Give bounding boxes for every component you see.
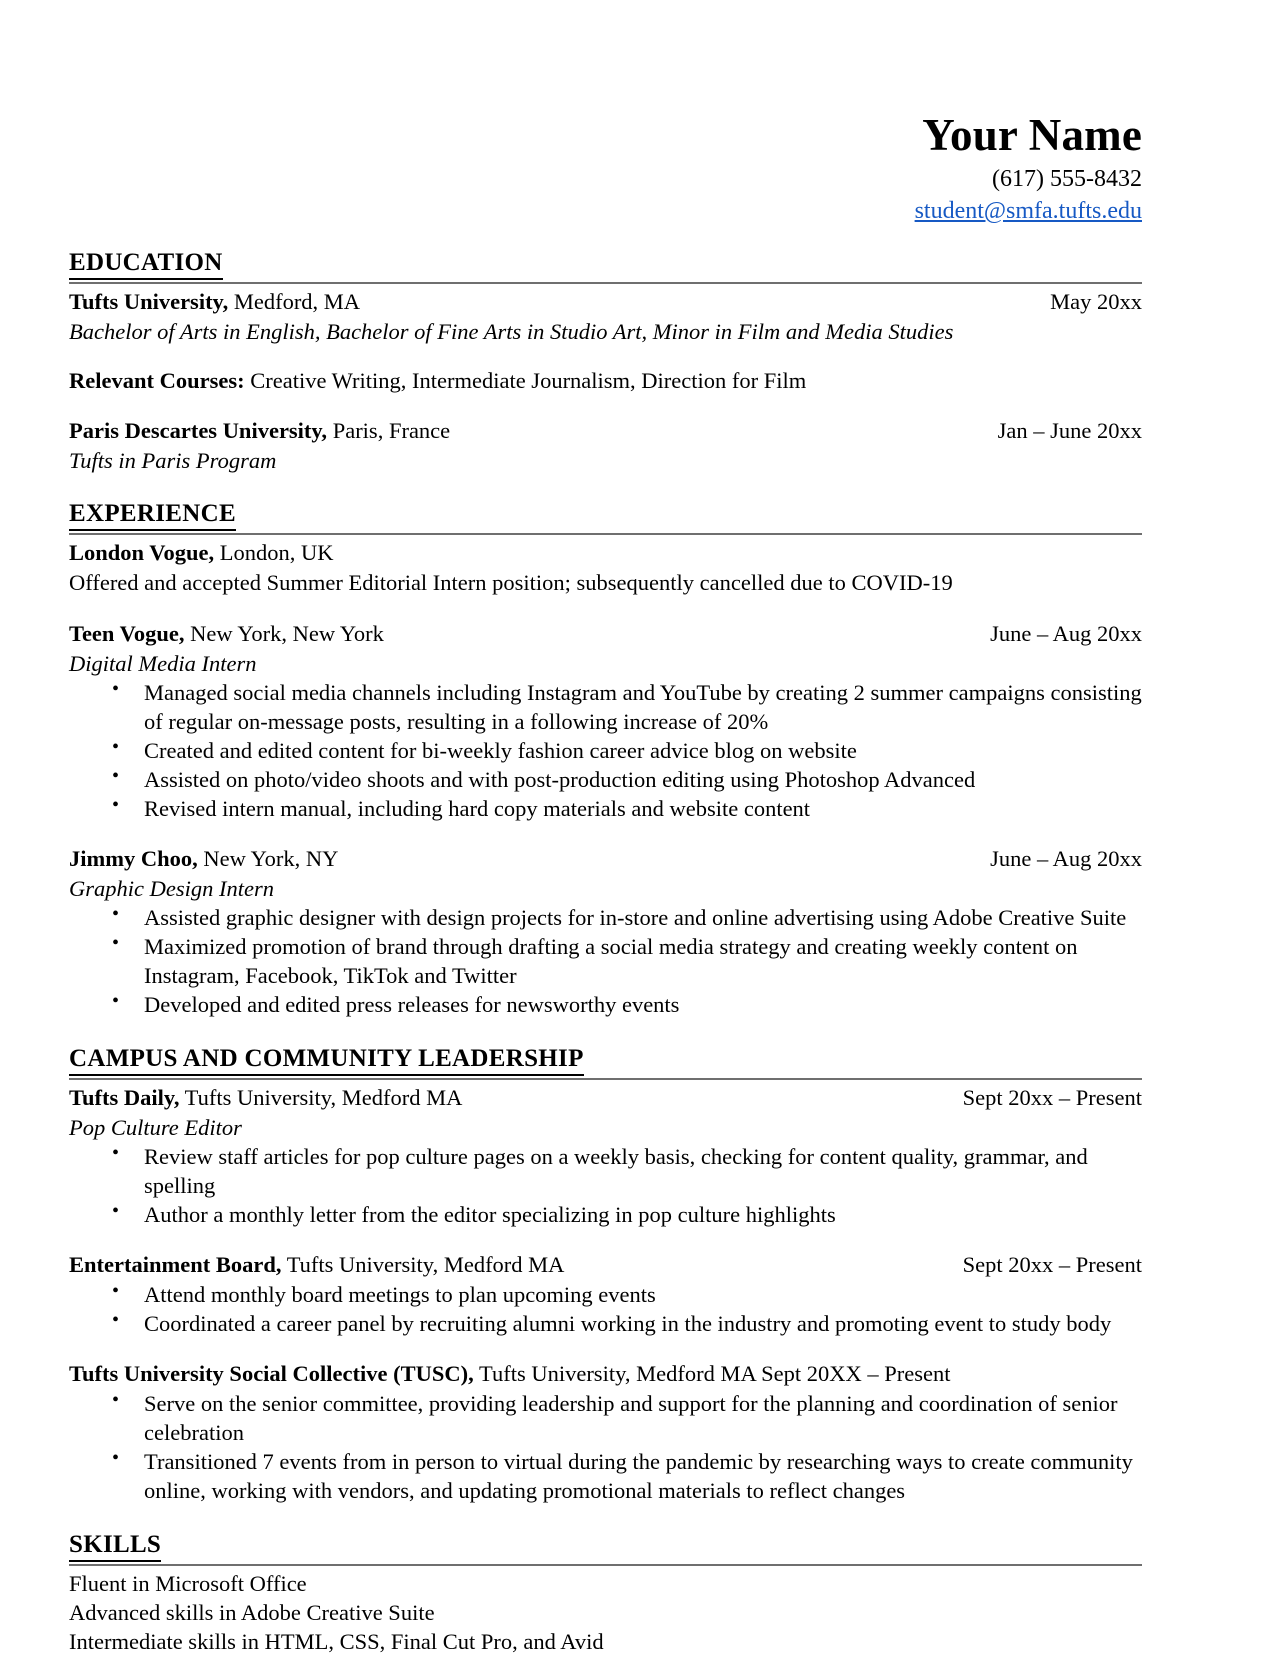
entry-organization-location: Tufts University, Medford MA Sept 20XX – Present — [473, 1361, 951, 1387]
entry-header-row — [69, 287, 1142, 317]
entry-job-title: Graphic Design Intern — [69, 875, 274, 901]
entry-organization-name: Tufts University Social Collective (TUSC), — [69, 1361, 474, 1387]
entry-program: Tufts in Paris Program — [69, 447, 277, 473]
entry-organization — [69, 416, 982, 446]
entry-date: Sept 20xx – Present — [962, 1085, 1142, 1111]
section-education — [69, 249, 1142, 475]
list-item: • Maximized promotion of brand through drafting a social media strategy and creating weekly content on Instagram, Facebook, TikTok and Twitter — [69, 932, 1142, 990]
section-heading-skills: SKILLS — [69, 1531, 161, 1562]
entry-organization — [69, 619, 974, 649]
entry-organization-location: New York, New York — [184, 620, 384, 646]
leadership-entry-tusc — [69, 1359, 1142, 1505]
entry-bullet-list — [69, 678, 1142, 823]
skills-line: Intermediate skills in HTML, CSS, Final Cut Pro, and Avid — [69, 1629, 604, 1655]
entry-organization-name: Entertainment Board, — [69, 1252, 282, 1278]
entry-bullet-list — [69, 903, 1142, 1019]
experience-entry-london-vogue — [69, 538, 1142, 598]
entry-organization-name: London Vogue, — [69, 539, 215, 565]
list-item: • Assisted graphic designer with design projects for in-store and online advertising using Adobe Creative Suite — [69, 903, 1142, 932]
entry-organization-name: Tufts University, — [69, 288, 229, 314]
entry-date: Jan – June 20xx — [997, 417, 1142, 443]
resume-header — [69, 0, 1142, 227]
leadership-entry-entertainment-board — [69, 1250, 1142, 1338]
section-divider — [69, 533, 1142, 535]
entry-bullet-list — [69, 1142, 1142, 1229]
entry-note: Offered and accepted Summer Editorial Intern position; subsequently cancelled due to COVID-19 — [69, 569, 953, 595]
entry-organization — [69, 1359, 1126, 1389]
list-item: • Attend monthly board meetings to plan upcoming events — [69, 1280, 1142, 1309]
relevant-courses-line — [69, 366, 1142, 396]
entry-header-row — [69, 844, 1142, 874]
list-item: • Review staff articles for pop culture pages on a weekly basis, checking for content quality, grammar, and spelling — [69, 1142, 1142, 1200]
entry-organization-name: Tufts Daily, — [69, 1085, 180, 1111]
entry-header-row — [69, 619, 1142, 649]
entry-header-row — [69, 538, 1142, 568]
entry-organization-location: New York, NY — [197, 846, 339, 871]
skills-line: Advanced skills in Adobe Creative Suite — [69, 1600, 435, 1626]
entry-date: June – Aug 20xx — [990, 620, 1142, 646]
experience-entry-teen-vogue — [69, 619, 1142, 823]
education-entry-paris — [69, 416, 1142, 475]
section-leadership — [69, 1045, 1142, 1505]
experience-entry-jimmy-choo — [69, 844, 1142, 1019]
section-skills — [69, 1531, 1142, 1656]
section-divider — [69, 282, 1142, 284]
list-item: • Serve on the senior committee, providing leadership and support for the planning and coordination of senior celebration — [69, 1389, 1142, 1447]
list-item: • Assisted on photo/video shoots and with post-production editing using Photoshop Advanced — [69, 765, 1142, 794]
list-item: • Transitioned 7 events from in person to virtual during the pandemic by researching ways to create community online, working with vendors, and updating promotional materials to reflect changes — [69, 1447, 1142, 1505]
section-divider — [69, 1078, 1142, 1080]
section-heading-education: EDUCATION — [69, 249, 223, 280]
list-item: • Author a monthly letter from the editor specializing in pop culture highlights — [69, 1200, 1142, 1229]
entry-organization-location: Paris, France — [327, 417, 451, 443]
page-title: Your Name — [922, 110, 1142, 160]
list-item: • Managed social media channels including Instagram and YouTube by creating 2 summer campaigns consisting of regular on-message posts, resulting in a following increase of 20% — [69, 678, 1142, 736]
list-item: • Revised intern manual, including hard copy materials and website content — [69, 794, 1142, 823]
entry-header-row — [69, 1250, 1142, 1280]
entry-date: Sept 20xx – Present — [962, 1252, 1142, 1278]
section-heading-experience: EXPERIENCE — [69, 500, 236, 531]
entry-organization — [69, 538, 1126, 568]
entry-organization — [69, 1250, 947, 1280]
entry-organization-name: Paris Descartes University, — [69, 417, 328, 443]
entry-job-title: Digital Media Intern — [69, 650, 257, 676]
entry-organization-name: Jimmy Choo, — [69, 846, 198, 871]
section-divider — [69, 1564, 1142, 1566]
contact-email-link[interactable]: student@smfa.tufts.edu — [914, 197, 1142, 224]
entry-organization-location: London, UK — [214, 539, 334, 565]
entry-date: June – Aug 20xx — [990, 846, 1142, 871]
list-item: • Developed and edited press releases for newsworthy events — [69, 990, 1142, 1019]
resume-sheet — [69, 0, 1142, 1656]
spacer — [69, 346, 1142, 366]
entry-job-title: Pop Culture Editor — [69, 1115, 242, 1141]
relevant-courses-label: Relevant Courses: — [69, 367, 245, 393]
entry-organization — [69, 287, 1034, 317]
entry-header-row — [69, 416, 1142, 446]
leadership-entry-tufts-daily — [69, 1083, 1142, 1229]
entry-organization-location: Medford, MA — [228, 288, 361, 314]
spacer — [69, 396, 1142, 416]
list-item: • Created and edited content for bi-weekly fashion career advice blog on website — [69, 736, 1142, 765]
education-relevant-courses — [69, 366, 1142, 396]
entry-bullet-list — [69, 1389, 1142, 1505]
education-entry-tufts — [69, 287, 1142, 346]
list-item: • Coordinated a career panel by recruiting alumni working in the industry and promoting event to study body — [69, 1309, 1142, 1338]
skills-line: Fluent in Microsoft Office — [69, 1571, 307, 1597]
entry-organization — [69, 844, 974, 874]
entry-header-row — [69, 1359, 1142, 1389]
entry-degree: Bachelor of Arts in English, Bachelor of Fine Arts in Studio Art, Minor in Film and Media Studies — [69, 318, 954, 344]
entry-organization-name: Teen Vogue, — [69, 620, 185, 646]
entry-organization-location: Tufts University, Medford MA — [179, 1085, 463, 1111]
entry-header-row — [69, 1083, 1142, 1113]
contact-phone: (617) 555-8432 — [992, 166, 1142, 193]
relevant-courses-value: Creative Writing, Intermediate Journalism, Direction for Film — [244, 367, 807, 393]
entry-bullet-list — [69, 1280, 1142, 1338]
entry-organization — [69, 1083, 947, 1113]
section-experience — [69, 500, 1142, 1019]
section-heading-leadership: CAMPUS AND COMMUNITY LEADERSHIP — [69, 1045, 584, 1076]
entry-organization-location: Tufts University, Medford MA — [281, 1252, 565, 1278]
entry-date: May 20xx — [1050, 288, 1142, 314]
